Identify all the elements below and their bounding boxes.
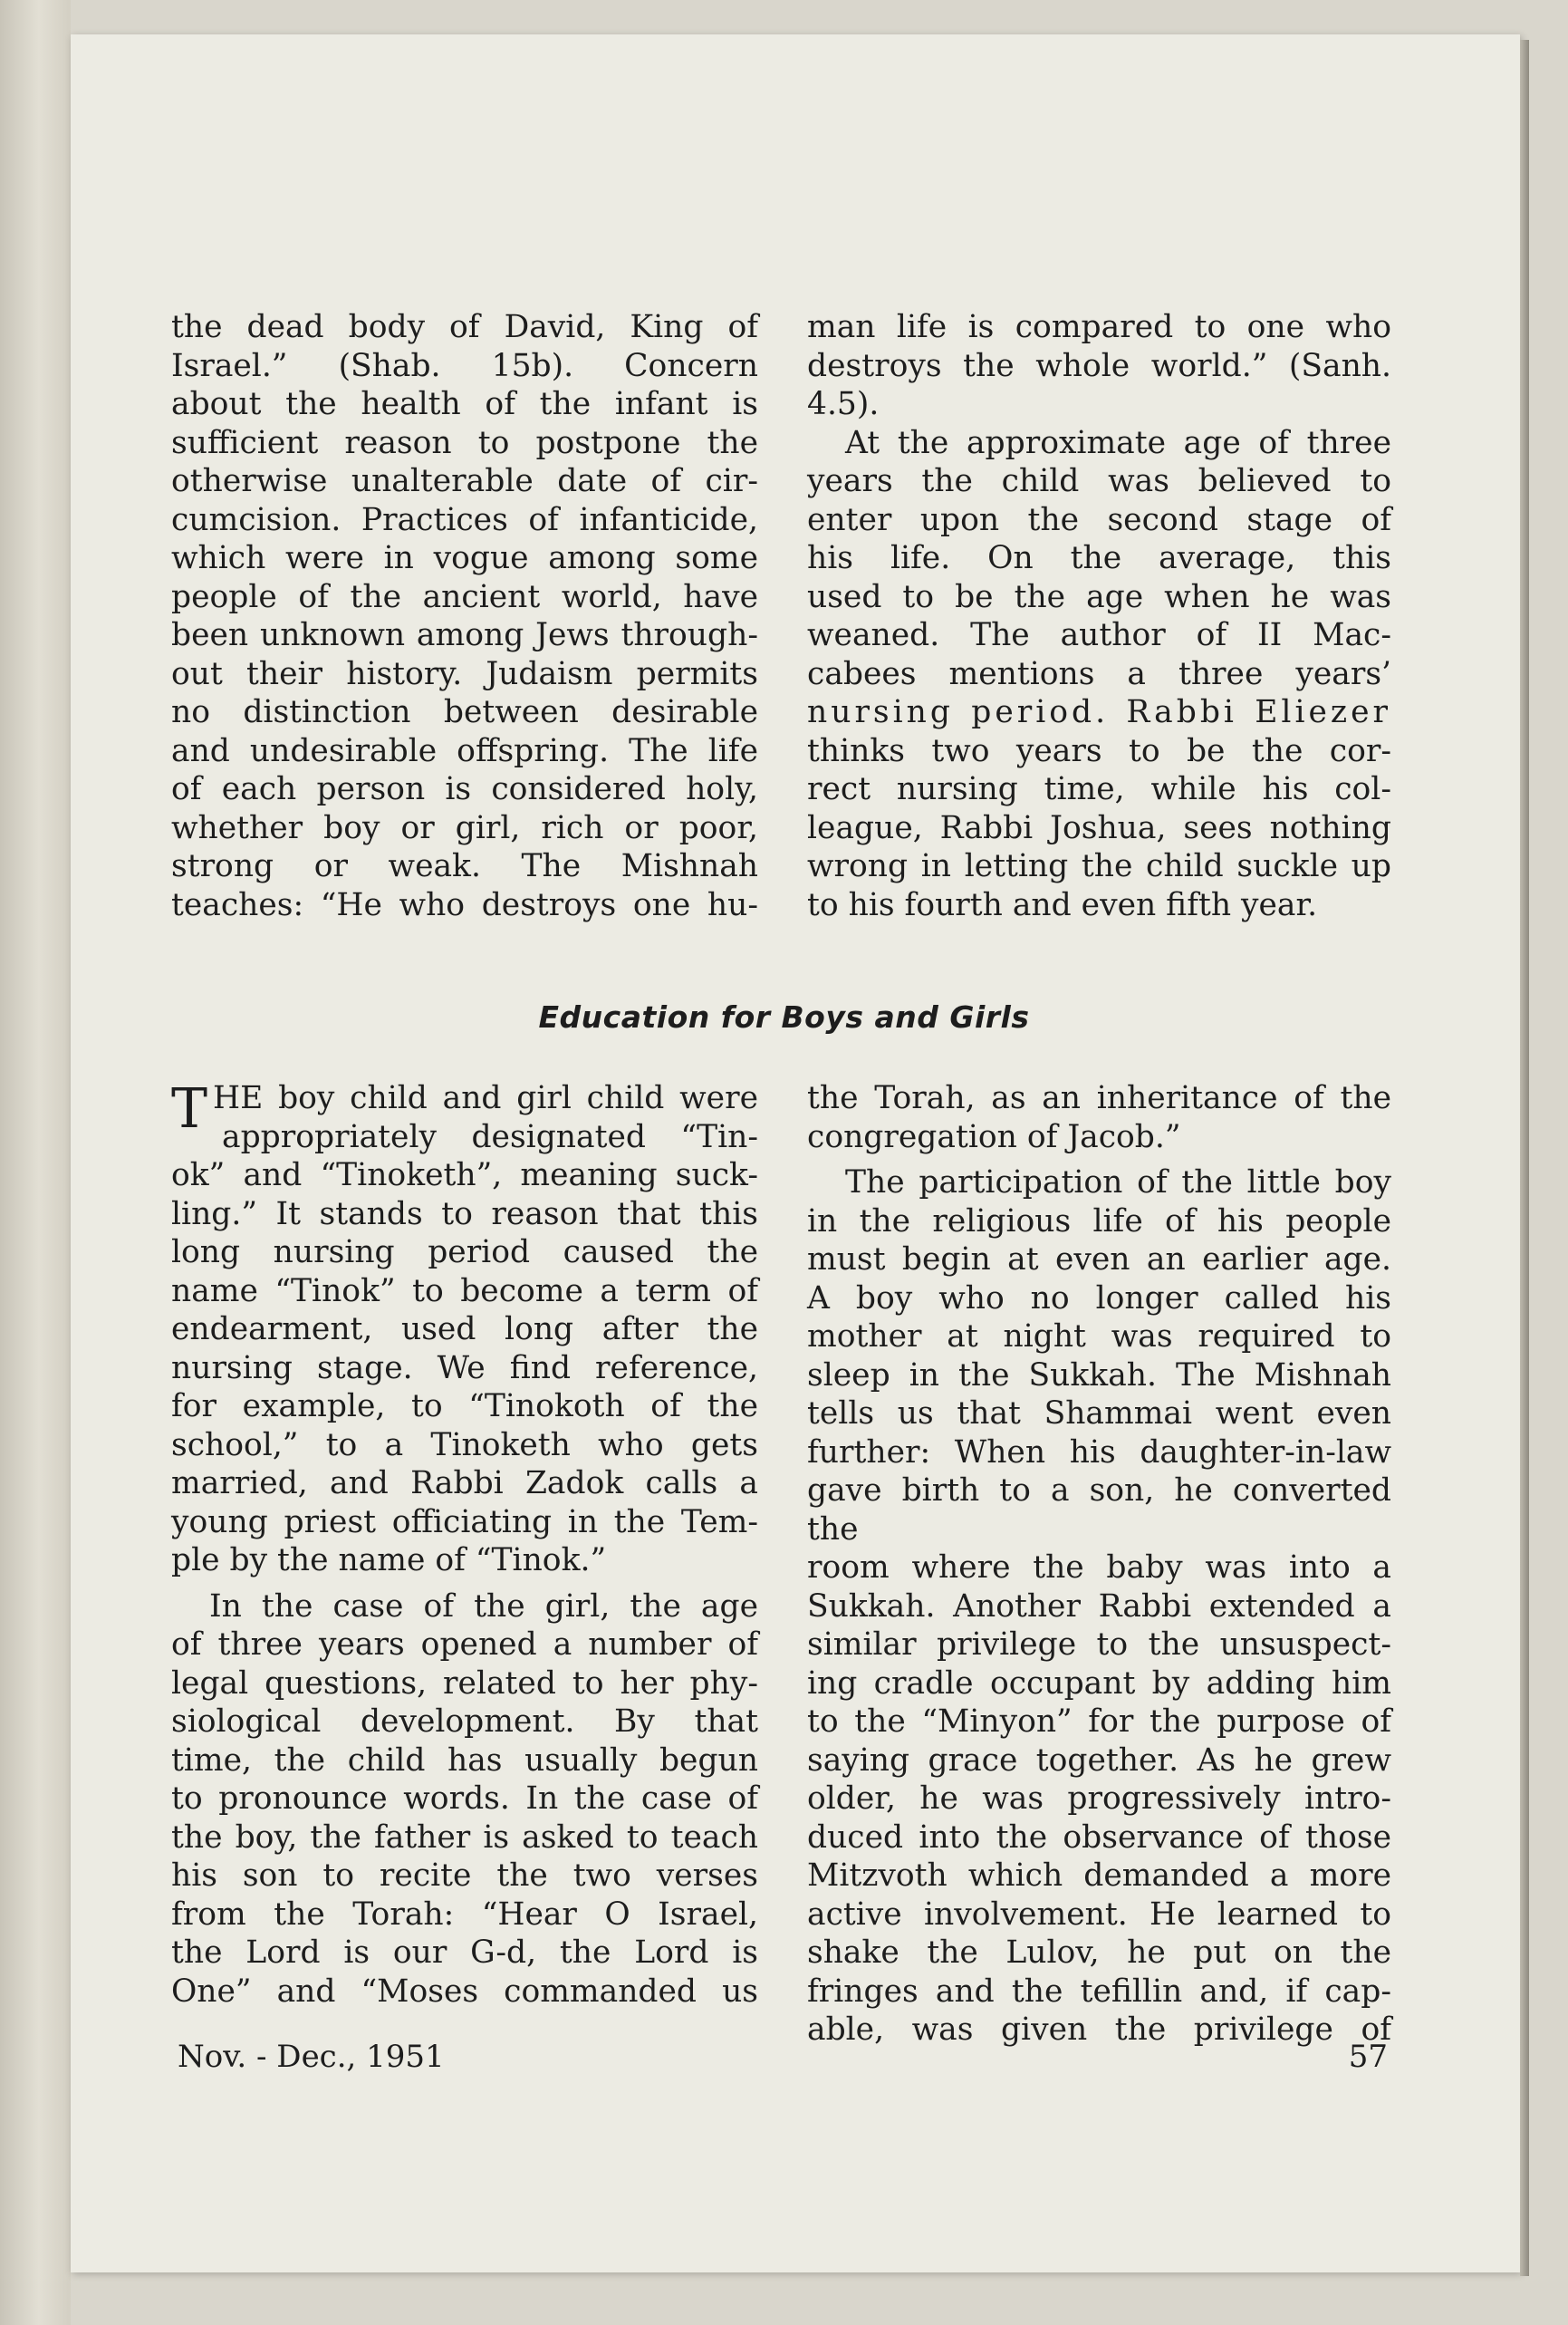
bottom-left-paragraph-1 bbox=[171, 1079, 758, 1580]
text-line: ling.” It stands to reason that this bbox=[171, 1195, 758, 1232]
text-line: The participation of the little boy bbox=[845, 1164, 1391, 1201]
text-line: wrong in letting the child suckle up bbox=[807, 848, 1391, 884]
text-line: his son to recite the two verses bbox=[171, 1857, 758, 1894]
text-line: cumcision. Practices of infanticide, bbox=[171, 501, 758, 538]
text-line: out their history. Judaism permits bbox=[171, 655, 758, 692]
text-line: his life. On the average, this bbox=[807, 540, 1391, 576]
text-line: In the case of the girl, the age bbox=[209, 1587, 758, 1625]
text-line: ok” and “Tinoketh”, meaning suck- bbox=[171, 1157, 758, 1193]
text-line: nursing stage. We find reference, bbox=[171, 1349, 758, 1386]
text-line: shake the Lulov, he put on the bbox=[807, 1934, 1391, 1971]
text-line: sufficient reason to postpone the bbox=[171, 424, 758, 461]
text-line: of three years opened a number of bbox=[171, 1626, 758, 1663]
text-line: long nursing period caused the bbox=[171, 1234, 758, 1270]
text-line: legal questions, related to her phy- bbox=[171, 1664, 758, 1702]
text-line: whether boy or girl, rich or poor, bbox=[171, 809, 758, 846]
text-line: and undesirable offspring. The life bbox=[171, 732, 758, 769]
text-line: A boy who no longer called his bbox=[807, 1279, 1391, 1317]
text-line: the Lord is our G-d, the Lord is bbox=[171, 1934, 758, 1971]
text-line: married, and Rabbi Zadok calls a bbox=[171, 1465, 758, 1501]
text-line: active involvement. He learned to bbox=[807, 1896, 1391, 1933]
text-line: Mitzvoth which demanded a more bbox=[807, 1857, 1391, 1894]
text-line: fringes and the tefillin and, if cap- bbox=[807, 1973, 1391, 2010]
bottom-left-paragraph-2 bbox=[171, 1587, 758, 2011]
text-line: for example, to “Tinokoth of the bbox=[171, 1388, 758, 1424]
text-line: which were in vogue among some bbox=[171, 540, 758, 576]
text-line: school,” to a Tinoketh who gets bbox=[171, 1426, 758, 1463]
text-line: people of the ancient world, have bbox=[171, 578, 758, 615]
text-line: room where the baby was into a bbox=[807, 1549, 1391, 1586]
issue-date: Nov. - Dec., 1951 bbox=[178, 2039, 445, 2075]
book-spine bbox=[0, 0, 71, 2325]
text-line: to his fourth and even fifth year. bbox=[807, 886, 1318, 923]
text-line: thinks two years to be the cor- bbox=[807, 732, 1391, 769]
text-line: Israel.” (Shab. 15b). Concern bbox=[171, 347, 758, 384]
text-line: ple by the name of “Tinok.” bbox=[171, 1542, 607, 1578]
text-line: similar privilege to the unsuspect- bbox=[807, 1626, 1391, 1663]
bottom-left-column bbox=[171, 1079, 758, 2011]
text-line: 4.5). bbox=[807, 386, 880, 422]
text-line: Sukkah. Another Rabbi extended a bbox=[807, 1587, 1391, 1625]
text-line: to pronounce words. In the case of bbox=[171, 1780, 758, 1817]
section-heading: Education for Boys and Girls bbox=[538, 999, 1030, 1035]
bottom-right-paragraph-1 bbox=[807, 1079, 1391, 1156]
text-line: otherwise unalterable date of cir- bbox=[171, 463, 758, 499]
text-line: strong or weak. The Mishnah bbox=[171, 848, 758, 884]
text-line: ing cradle occupant by adding him bbox=[807, 1664, 1391, 1702]
bottom-right-paragraph-2 bbox=[807, 1163, 1391, 2050]
text-line: saying grace together. As he grew bbox=[807, 1741, 1391, 1779]
text-line: used to be the age when he was bbox=[807, 578, 1391, 615]
text-line: weaned. The author of II Mac- bbox=[807, 617, 1391, 653]
top-right-column bbox=[807, 308, 1391, 924]
text-line: sleep in the Sukkah. The Mishnah bbox=[807, 1356, 1391, 1394]
text-line: the dead body of David, King of bbox=[171, 309, 758, 345]
top-left-paragraph bbox=[171, 308, 758, 924]
text-line: enter upon the second stage of bbox=[807, 501, 1391, 538]
text-line: tells us that Shammai went even bbox=[807, 1395, 1391, 1432]
text-line: One” and “Moses commanded us bbox=[171, 1973, 758, 2010]
top-right-paragraph-2 bbox=[807, 424, 1391, 925]
text-line: from the Torah: “Hear O Israel, bbox=[171, 1896, 758, 1933]
text-line: mother at night was required to bbox=[807, 1318, 1391, 1355]
text-line: further: When his daughter-in-law bbox=[807, 1433, 1391, 1471]
page-edge bbox=[1520, 40, 1529, 2276]
drop-cap: T bbox=[171, 1077, 208, 1141]
text-line: been unknown among Jews through- bbox=[171, 617, 758, 653]
text-line: to the “Minyon” for the purpose of bbox=[807, 1703, 1391, 1740]
text-line: name “Tinok” to become a term of bbox=[171, 1272, 758, 1309]
text-line: time, the child has usually begun bbox=[171, 1741, 758, 1779]
line: HE boy child and girl child were bbox=[213, 1080, 758, 1116]
text-line: league, Rabbi Joshua, sees nothing bbox=[807, 809, 1391, 846]
text-line: the Torah, as an inheritance of the bbox=[807, 1080, 1391, 1116]
text-line: rect nursing time, while his col- bbox=[807, 771, 1391, 807]
page-number: 57 bbox=[1348, 2039, 1388, 2075]
text-line: gave birth to a son, he converted the bbox=[807, 1472, 1391, 1548]
text-line: destroys the whole world.” (Sanh. bbox=[807, 347, 1391, 384]
text-line: able, was given the privilege of bbox=[807, 2011, 1391, 2048]
text-line: young priest officiating in the Tem- bbox=[171, 1503, 758, 1540]
text-line: the boy, the father is asked to teach bbox=[171, 1819, 758, 1856]
top-left-column bbox=[171, 308, 758, 924]
text-line: At the approximate age of three bbox=[845, 424, 1391, 461]
text-line: duced into the observance of those bbox=[807, 1819, 1391, 1856]
text-line: teaches: “He who destroys one hu- bbox=[171, 886, 758, 923]
text-line: older, he was progressively intro- bbox=[807, 1780, 1391, 1817]
text-line: siological development. By that bbox=[171, 1703, 758, 1740]
text-line: no distinction between desirable bbox=[171, 694, 758, 730]
text-line: congregation of Jacob.” bbox=[807, 1118, 1181, 1155]
text-line: of each person is considered holy, bbox=[171, 771, 758, 807]
text-line: man life is compared to one who bbox=[807, 309, 1391, 345]
line: appropriately designated “Tin- bbox=[222, 1118, 758, 1155]
text-line: endearment, used long after the bbox=[171, 1311, 758, 1347]
top-right-paragraph-1 bbox=[807, 308, 1391, 424]
text-line: nursing period. Rabbi Eliezer bbox=[807, 694, 1391, 730]
text-line: about the health of the infant is bbox=[171, 386, 758, 422]
text-line: must begin at even an earlier age. bbox=[807, 1241, 1391, 1278]
text-line: years the child was believed to bbox=[807, 463, 1391, 499]
bottom-right-column bbox=[807, 1079, 1391, 2050]
text-line: cabees mentions a three years’ bbox=[807, 655, 1391, 692]
text-line: in the religious life of his people bbox=[807, 1202, 1391, 1240]
